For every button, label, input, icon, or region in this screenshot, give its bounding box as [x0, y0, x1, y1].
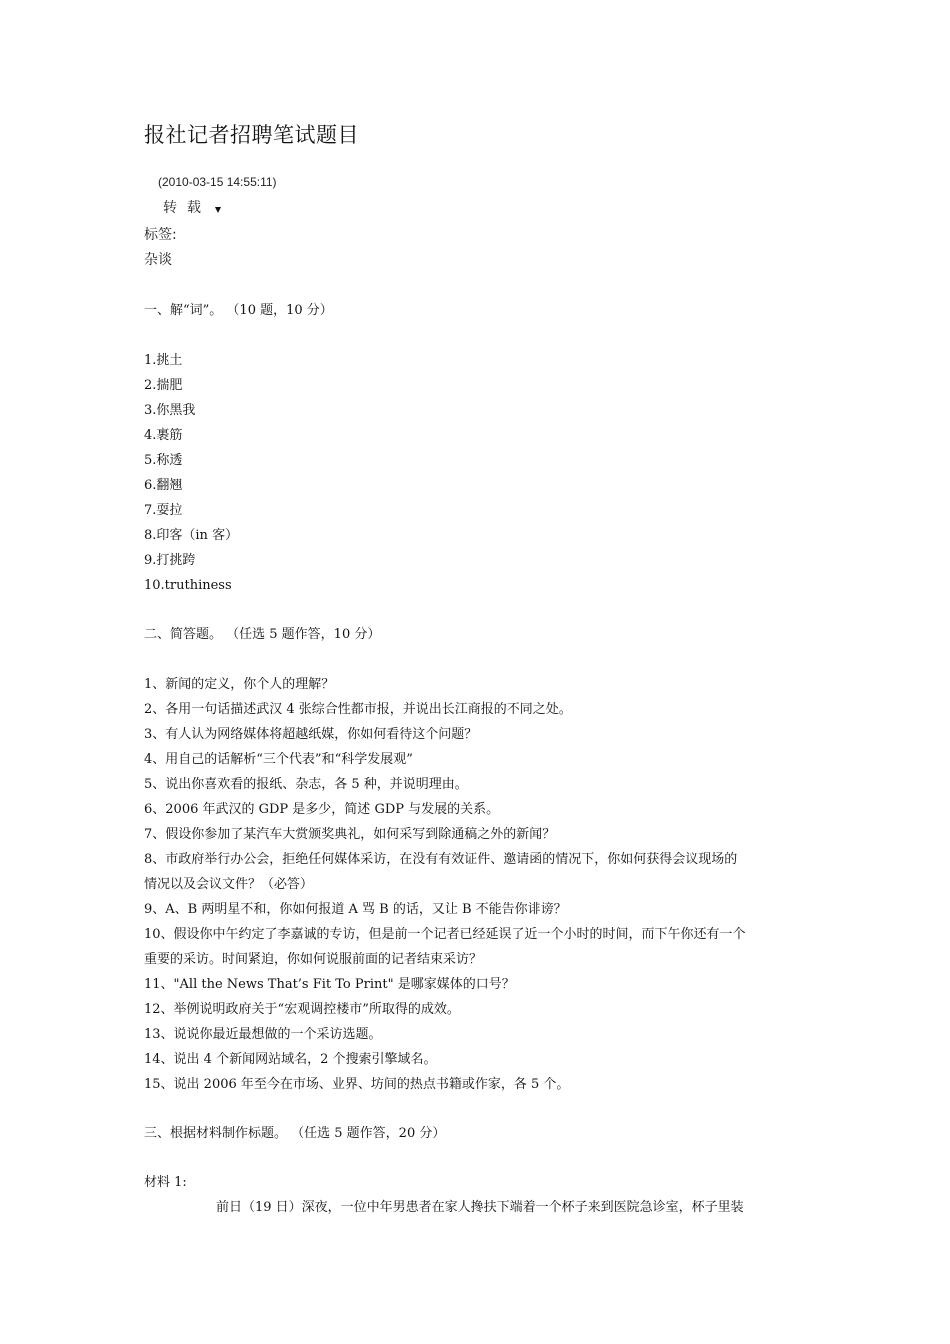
- question-line: 4、用自己的话解析“三个代表”和“科学发展观”: [144, 752, 413, 767]
- list-item: 1.挑土: [144, 353, 183, 368]
- article-title: 报社记者招聘笔试题目: [144, 123, 359, 147]
- question-line: 7、假设你参加了某汽车大赏颁奖典礼，如何采写到除通稿之外的新闻？: [144, 827, 556, 842]
- question-line: 14、说出 4 个新闻网站域名，2 个搜索引擎域名。: [144, 1052, 437, 1067]
- section-heading: 三、根据材料制作标题。 （任选 5 题作答，20 分）: [144, 1126, 446, 1141]
- question-line: 2、各用一句话描述武汉 4 张综合性都市报，并说出长江商报的不同之处。: [144, 702, 572, 717]
- tag-link[interactable]: 杂谈: [144, 252, 172, 268]
- list-item: 9.打挑跨: [144, 553, 196, 568]
- question-line: 13、说说你最近最想做的一个采访选题。: [144, 1027, 382, 1042]
- question-line: 11、"All the News That’s Fit To Print" 是哪家媒体的口号？: [144, 977, 515, 992]
- list-item: 3.你黑我: [144, 403, 196, 418]
- question-line: 10、假设你中午约定了李嘉诚的专访，但是前一个记者已经延误了近一个小时的时间，而下午你还有一个: [144, 927, 746, 942]
- list-item: 8.印客（in 客）: [144, 528, 239, 543]
- question-line: 12、举例说明政府关于“宏观调控楼市”所取得的成效。: [144, 1002, 460, 1017]
- question-line: 15、说出 2006 年至今在市场、业界、坊间的热点书籍或作家，各 5 个。: [144, 1077, 570, 1092]
- question-line: 8、市政府举行办公会，拒绝任何媒体采访，在没有有效证件、邀请函的情况下，你如何获得会议现场的: [144, 852, 738, 867]
- question-line: 重要的采访。时间紧迫，你如何说服前面的记者结束采访？: [144, 952, 483, 967]
- material-text: 前日（19 日）深夜，一位中年男患者在家人搀扶下端着一个杯子来到医院急诊室，杯子里装: [216, 1200, 744, 1215]
- question-line: 1、新闻的定义，你个人的理解？: [144, 677, 335, 692]
- question-line: 情况以及会议文件？（必答）: [144, 877, 314, 892]
- question-line: 5、说出你喜欢看的报纸、杂志，各 5 种，并说明理由。: [144, 777, 468, 792]
- list-item: 4.裹筋: [144, 428, 183, 443]
- list-item: 6.翻翘: [144, 478, 183, 493]
- post-timestamp: (2010-03-15 14:55:11): [158, 175, 277, 189]
- dropdown-triangle-icon[interactable]: [215, 207, 221, 213]
- repost-link[interactable]: 转载: [163, 200, 211, 216]
- section-heading: 二、简答题。 （任选 5 题作答，10 分）: [144, 627, 381, 642]
- material-label: 材料 1:: [144, 1175, 187, 1190]
- list-item: 5.称透: [144, 453, 183, 468]
- list-item: 10.truthiness: [144, 578, 232, 593]
- list-item: 7.耍拉: [144, 503, 183, 518]
- question-line: 3、有人认为网络媒体将超越纸媒，你如何看待这个问题？: [144, 727, 478, 742]
- tags-label: 标签:: [144, 227, 177, 243]
- section-heading: 一、解“词”。 （10 题，10 分）: [144, 303, 333, 318]
- list-item: 2.揣肥: [144, 378, 183, 393]
- question-line: 9、A、B 两明星不和，你如何报道 A 骂 B 的话，又让 B 不能告你诽谤？: [144, 902, 567, 917]
- question-line: 6、2006 年武汉的 GDP 是多少，简述 GDP 与发展的关系。: [144, 802, 500, 817]
